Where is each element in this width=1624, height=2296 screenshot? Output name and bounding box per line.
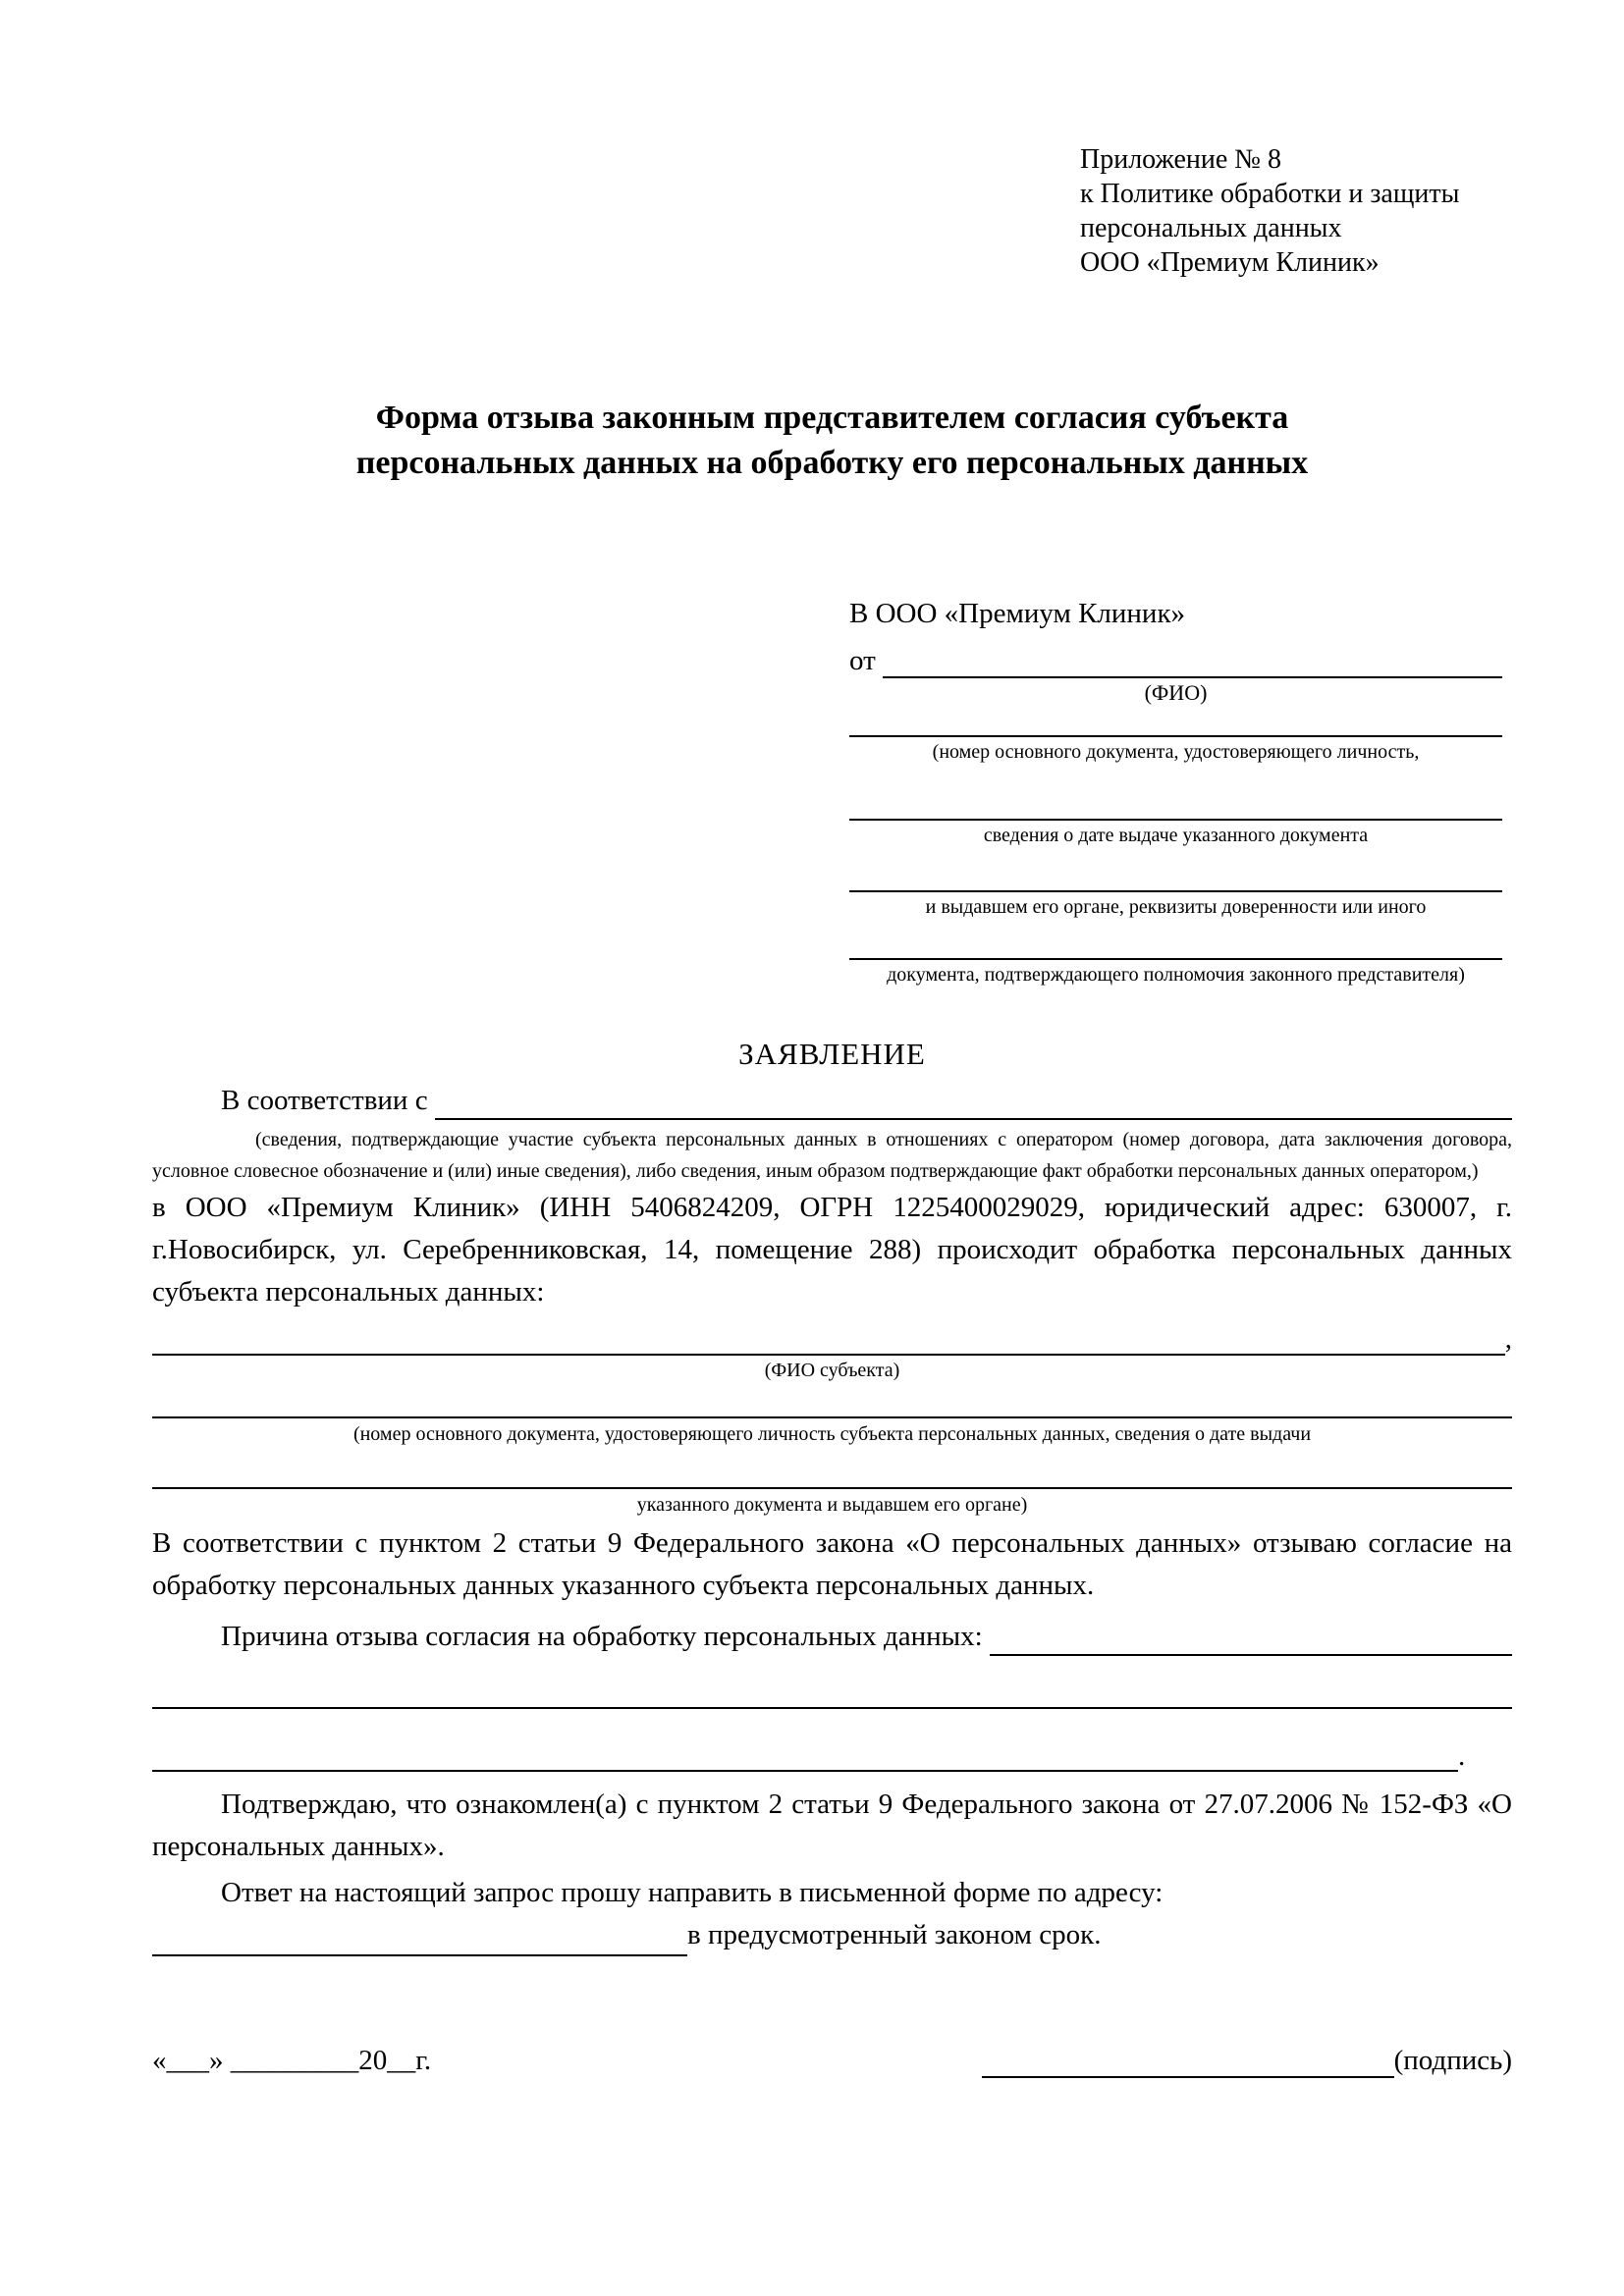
representative-name-blank (883, 676, 1502, 678)
subject-fio-line (152, 1323, 1512, 1356)
fio-caption: (ФИО) (1144, 680, 1208, 705)
appendix-block (1080, 142, 1532, 280)
reason-blank-2 (152, 1741, 1458, 1772)
addressee-to-line: В ООО «Премиум Клиник» (849, 598, 1186, 629)
signature-blank (982, 2048, 1394, 2078)
confirmation-paragraph: Подтверждаю, что ознакомлен(а) с пунктом 2 статьи 9 Федерального закона от 27.07.2006 № 152-ФЗ «О персональных данных». (152, 1789, 1512, 1862)
reason-blank-line-2 (152, 1740, 1512, 1772)
accordance-lead: В соответствии с (221, 1085, 435, 1116)
appendix-line-1: Приложение № 8 (1080, 144, 1281, 175)
subject-fio-caption: (ФИО субъекта) (764, 1360, 900, 1381)
reply-address-blank (152, 1926, 687, 1956)
from-label: от (849, 645, 884, 676)
appendix-line-3: персональных данных (1080, 213, 1342, 243)
representative-doc-caption-1: (номер основного документа, удостоверяющего личность, (849, 735, 1502, 764)
signature-area (982, 2043, 1512, 2078)
reply-paragraph: Ответ на настоящий запрос прошу направить в письменной форме по адресу: (221, 1877, 1164, 1908)
document-title: Форма отзыва законным представителем согласия субъекта персональных данных на обработку его персональных данных (355, 400, 1309, 481)
reason-lead: Причина отзыва согласия на обработку персональных данных: (221, 1621, 990, 1652)
reason-blank (990, 1654, 1512, 1656)
appendix-line-4: ООО «Премиум Клиник» (1080, 247, 1380, 278)
operator-paragraph: в ООО «Премиум Клиник» (ИНН 5406824209, ОГРН 1225400029029, юридический адрес: 630007, г. г.Новосибирск, ул. Серебренниковская, 14, помещение 288) происходит обработка персональных данных субъекта персональных данных: (152, 1192, 1512, 1308)
addressee-block (849, 596, 1502, 987)
representative-doc-caption-4: документа, подтверждающего полномочия законного представителя) (849, 958, 1502, 987)
subject-fio-blank (152, 1354, 1505, 1356)
subject-doc-caption-1: (номер основного документа, удостоверяющего личность субъекта персональных данных, сведения о дате выдачи (152, 1416, 1512, 1446)
reason-line (152, 1617, 1512, 1656)
signature-caption: (подпись) (1393, 2045, 1512, 2076)
representative-doc-caption-2: сведения о дате выдаче указанного документа (849, 819, 1502, 847)
statement-heading: ЗАЯВЛЕНИЕ (738, 1037, 926, 1071)
appendix-line-2: к Политике обработки и защиты (1080, 179, 1460, 209)
subject-doc-caption-2: указанного документа и выдавшем его органе) (152, 1487, 1512, 1517)
subject-fio-comma: , (1504, 1323, 1512, 1355)
accordance-blank (435, 1118, 1512, 1120)
reply-tail-text: в предусмотренный законом срок. (687, 1919, 1102, 1950)
footer-row (152, 2043, 1512, 2078)
accordance-line (152, 1081, 1512, 1120)
reply-address-line (152, 1914, 1512, 1956)
reason-blank-line-1 (152, 1707, 1512, 1709)
representative-doc-caption-3: и выдавшем его органе, реквизиты доверенности или иного (849, 890, 1502, 919)
blank-line-period: . (1458, 1740, 1466, 1772)
accordance-note: (сведения, подтверждающие участие субъекта персональных данных в отношениях с оператором (номер договора, дата заключения договора, условное словесное обозначение и (или) иные сведения), либо сведения, иным образом подтверждающие факт обработки персональных данных оператором,) (152, 1129, 1512, 1182)
date-line: «___» _________20__г. (152, 2045, 432, 2076)
withdrawal-paragraph: В соответствии с пунктом 2 статьи 9 Федерального закона «О персональных данных» отзываю согласие на обработку персональных данных указанного субъекта персональных данных. (152, 1527, 1512, 1601)
addressee-from-line (849, 643, 1502, 678)
